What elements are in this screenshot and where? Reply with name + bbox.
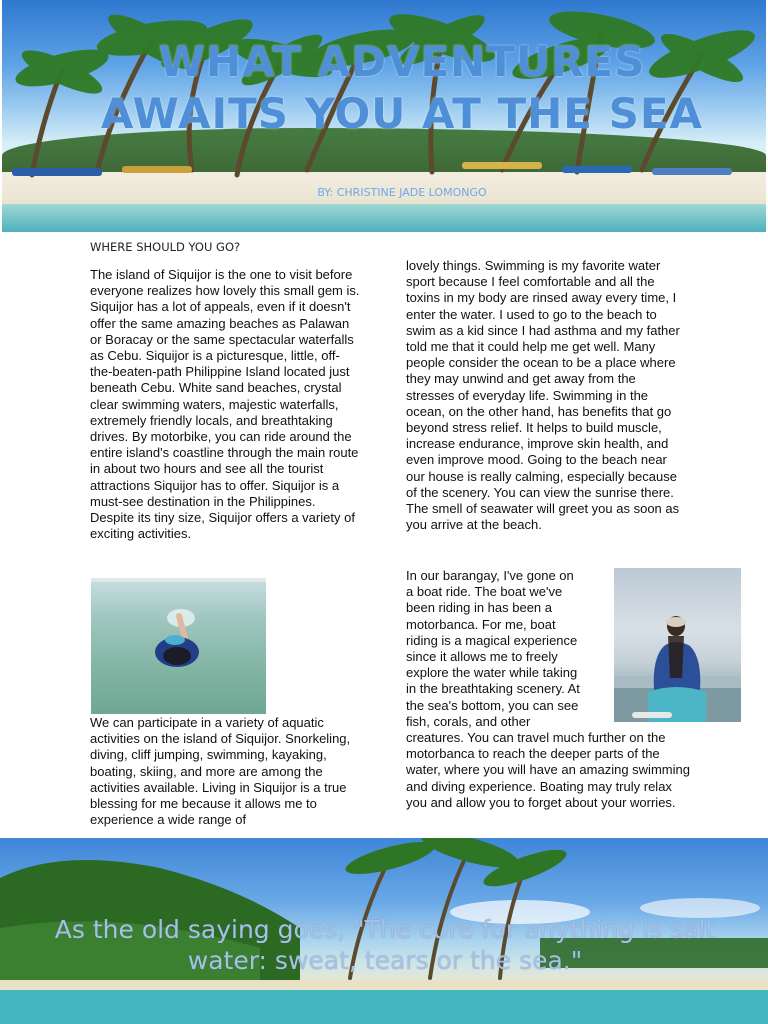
- header-banner: [2, 0, 766, 232]
- girl-by-sea-photo: [614, 568, 741, 722]
- page-title: WHAT ADVENTURES AWAITS YOU AT THE SEA: [100, 37, 704, 138]
- paragraph-aquatic-activities: We can participate in a variety of aquatic activities on the island of Siquijor. Snorkeling, diving, cliff jumping, swimming, kayaking, boating, skiing, and more are among the activities available. Living in Siquijor is a true blessing for me because it allows me to experience a wide range of: [90, 715, 351, 828]
- swimmer-photo: [91, 578, 266, 714]
- paragraph-boat-ride: In our barangay, I've gone on a boat ride. The boat we've been riding in has been a motorbanca. For me, boat riding is a magical experience since it allows me to freely explore the water while taking in the breathtaking scenery. At the sea's bottom, you can see fish, corals, and other creatures. You can travel much further on the motorbanca to reach the deeper parts of the water, where you will have an amazing swimming and diving experience. Boating may truly relax you and allow you to forget about your worries.: [406, 568, 690, 810]
- footer-banner: [0, 838, 768, 1024]
- paragraph-siquijor-intro: The island of Siquijor is the one to visit before everyone realizes how lovely this small gem is. Siquijor has a lot of appeals, even if it doesn't offer the same amazing beaches as Palawan or Boracay or the same spectacular waterfalls as Cebu. Siquijor is a picturesque, little, off-the-beaten-path Philippine Island located just beneath Cebu. White sand beaches, crystal clear swimming waters, majestic waterfalls, extremely friendly locals, and breathtaking drives. By motorbike, you can ride around the entire island's coastline through the main route in about two hours and see all the tourist attractions Siquijor has to offer. Siquijor is a must-see destination in the Philippines. Despite its tiny size, Siquijor offers a variety of exciting activities.: [90, 267, 360, 542]
- paragraph-swimming: lovely things. Swimming is my favorite water sport because I feel comfortable and all the toxins in my body are rinsed away every time, I enter the water. I used to go to the beach to swim as a kid since I had asthma and my father told me that it could help me get well. Many people consider the ocean to be a place where they may unwind and get away from the stresses of everyday life. Swimming in the ocean, on the other hand, has benefits that go beyond stress relief. It helps to build muscle, increase endurance, improve skin health, and even improve mood. Going to the beach near our house is really calming, especially because of the scenery. You can view the sunrise there. The smell of seawater will greet you as soon as you arrive at the beach.: [406, 258, 680, 533]
- closing-quote: As the old saying goes, "The cure for anything is salt water: sweat, tears or the sea.": [54, 915, 716, 975]
- author-byline: BY: CHRISTINE JADE LOMONGO: [317, 186, 487, 199]
- section-heading: WHERE SHOULD YOU GO?: [90, 240, 241, 254]
